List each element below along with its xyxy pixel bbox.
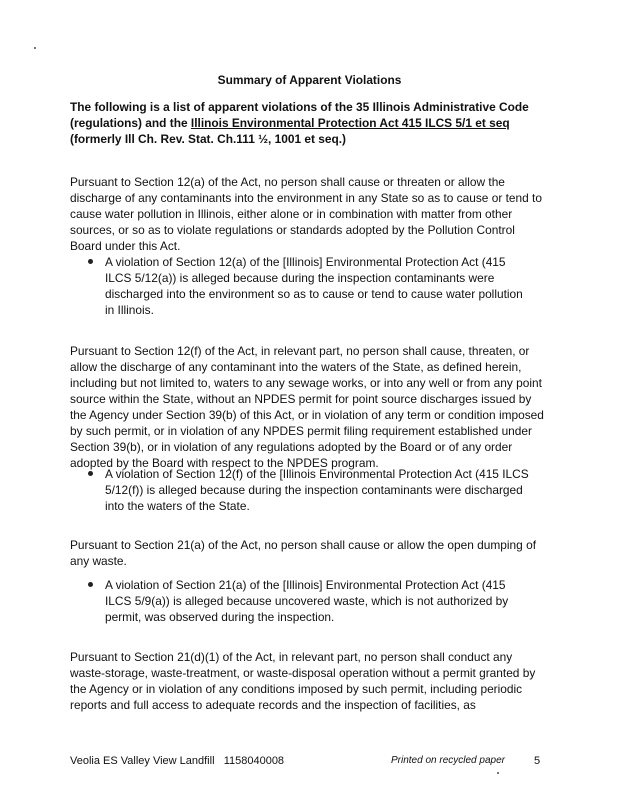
footer-site [70,753,284,769]
section-12a-paragraph: Pursuant to Section 12(a) of the Act, no person shall cause or threaten or allow the discharge of any contaminants into the environment in any State so as to cause or tend to cause water pollution in Illinois, either alone or in combination with matter from other sources, or so as to violate regulations or standards adopted by the Pollution Control Board under this Act. [70,175,542,253]
section-12f-paragraph: Pursuant to Section 12(f) of the Act, in relevant part, no person shall cause, threaten, or allow the discharge of any contaminant into the waters of the State, as defined herein, including but not limited to, waters to any sewage works, or into any well or from any point source within the State, without an NPDES permit for point source discharges issued by the Agency under Section 39(b) of this Act, or in violation of any term or condition imposed by such permit, or in violation of any NPDES permit filing requirement established under Section 39(b), or in violation of any regulations adopted by the Board or of any order adopted by the Board with respect to the NPDES program. [70,344,544,470]
footer-site-id: 1158040008 [223,755,285,767]
section-21a-paragraph: Pursuant to Section 21(a) of the Act, no person shall cause or allow the open dumping of any waste. [70,538,537,568]
scan-speck [34,47,36,49]
section-12a-violation-text: A violation of Section 12(a) of the [Illinois] Environmental Protection Act (415 ILCS 5/12(a)) is alleged because during the inspection contaminants were discharged into the environment so as to cause or tend to cause water pollution in Illinois. [105,255,523,317]
bullet-icon [88,259,93,264]
footer-site-name: Veolia ES Valley View Landfill [70,755,215,767]
bullet-icon [88,471,93,476]
scan-speck [497,772,499,774]
intro-text-1: The following is a list of apparent violations of the 35 Illinois Administrative Code (regulations) and the [70,100,529,130]
intro-statement [70,99,555,147]
intro-act-reference: Illinois Environmental Protection Act 415 ILCS 5/1 et seq [190,116,510,130]
page-number: 5 [534,755,541,767]
section-12f-violation-text: A violation of Section 12(f) of the [Illinois Environmental Protection Act (415 ILCS 5/12(f)) is alleged because during the inspection contaminants were discharged into the waters of the State. [105,467,529,513]
section-21a-violation-text: A violation of Section 21(a) of the [Illinois] Environmental Protection Act (415 ILCS 5/9(a)) is alleged because uncovered waste, which is not authorized by permit, was observed during the inspection. [105,578,509,624]
page-title: Summary of Apparent Violations [217,73,402,87]
footer-recycled-note: Printed on recycled paper [391,755,505,766]
intro-text-2: (formerly Ill Ch. Rev. Stat. Ch.111 ½, 1001 et seq.) [70,132,347,146]
section-21d1-paragraph: Pursuant to Section 21(d)(1) of the Act, in relevant part, no person shall conduct any waste-storage, waste-treatment, or waste-disposal operation without a permit granted by the Agency or in violation of any conditions imposed by such permit, including periodic reports and full access to adequate records and the inspection of facilities, as [70,650,536,712]
page-footer [0,753,619,769]
bullet-icon [88,582,93,587]
